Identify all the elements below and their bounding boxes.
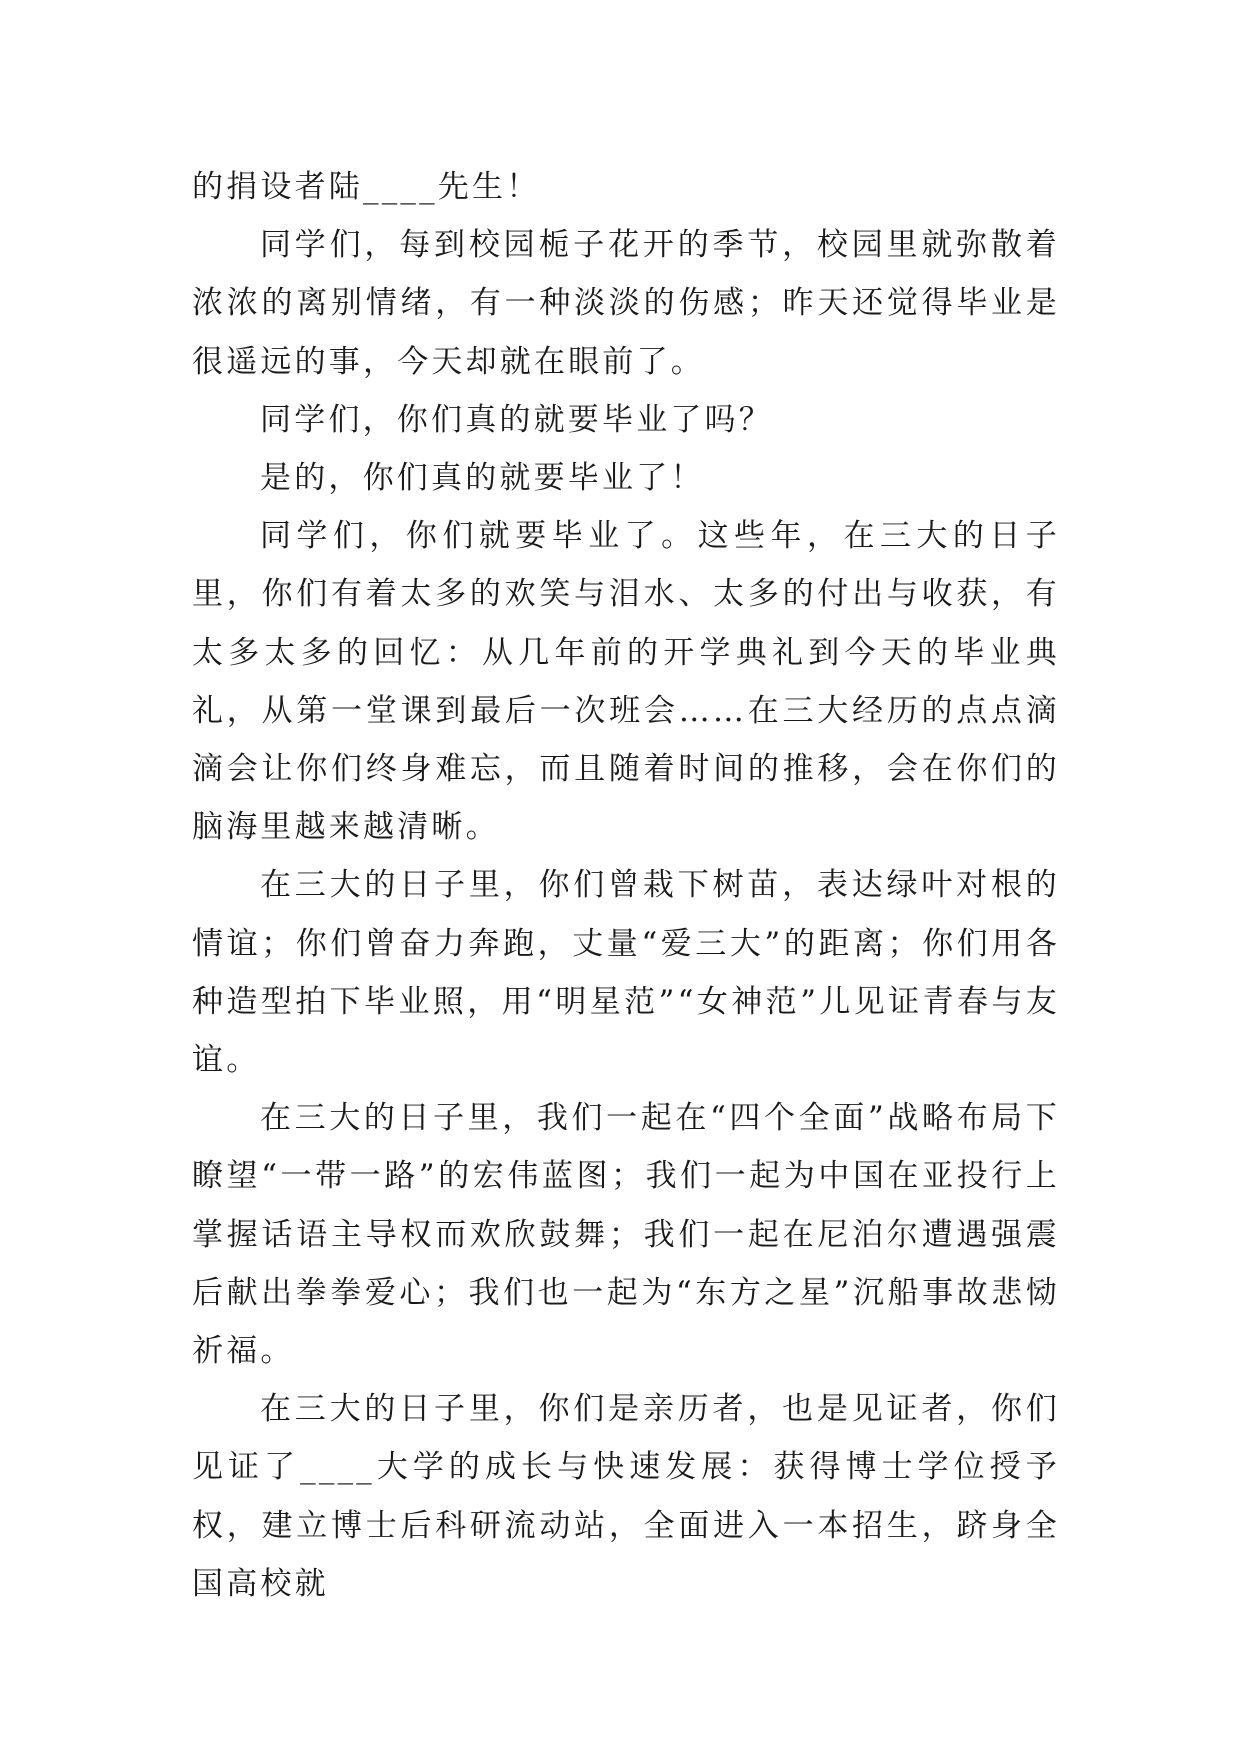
paragraph-6: 在三大的日子里，你们曾栽下树苗，表达绿叶对根的情谊；你们曾奋力奔跑，丈量“爱三大”的距离；你们用各种造型拍下毕业照，用“明星范”“女神范”儿见证青春与友谊。 xyxy=(192,867,1060,1079)
paragraph-5: 同学们，你们就要毕业了。这些年，在三大的日子里，你们有着太多的欢笑与泪水、太多的付出与收获，有太多太多的回忆：从几年前的开学典礼到今天的毕业典礼，从第一堂课到最后一次班会……在三大经历的点点滴滴会让你们终身难忘，而且随着时间的推移，会在你们的脑海里越来越清晰。 xyxy=(192,518,1060,846)
paragraph-7: 在三大的日子里，我们一起在“四个全面”战略布局下瞭望“一带一路”的宏伟蓝图；我们一起为中国在亚投行上掌握话语主导权而欢欣鼓舞；我们一起在尼泊尔遭遇强震后献出拳拳爱心；我们也一起为“东方之星”沉船事故悲恸祈福。 xyxy=(192,1100,1060,1370)
document-body xyxy=(192,158,1060,1613)
paragraph-4: 是的，你们真的就要毕业了！ xyxy=(260,460,705,497)
paragraph-8: 在三大的日子里，你们是亲历者，也是见证者，你们见证了____大学的成长与快速发展：获得博士学位授予权，建立博士后科研流动站，全面进入一本招生，跻身全国高校就 xyxy=(192,1391,1060,1602)
paragraph-3: 同学们，你们真的就要毕业了吗？ xyxy=(260,401,773,438)
paragraph-1: 的捐设者陆____先生！ xyxy=(192,169,541,205)
paragraph-2: 同学们，每到校园栀子花开的季节，校园里就弥散着浓浓的离别情绪，有一种淡淡的伤感；昨天还觉得毕业是很遥远的事，今天却就在眼前了。 xyxy=(192,227,1060,380)
